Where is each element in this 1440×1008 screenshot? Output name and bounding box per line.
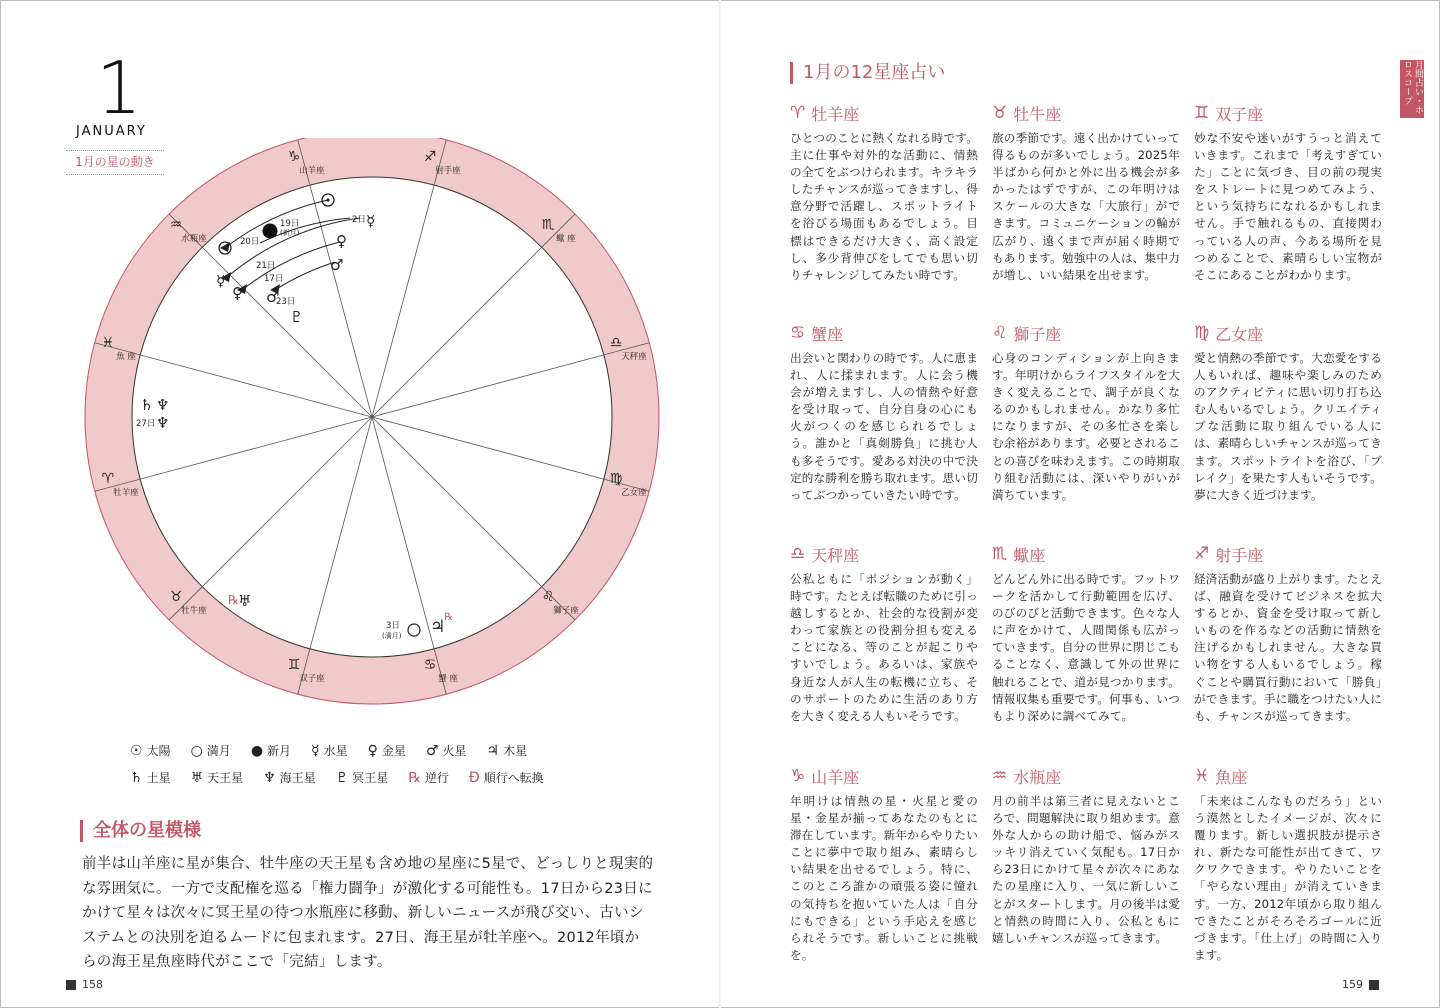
legend-label: 土星 — [146, 771, 171, 785]
legend-label: 天王星 — [207, 771, 244, 785]
new-moon-icon — [263, 224, 278, 239]
venus-icon: ♀ — [336, 232, 347, 250]
book-icon — [1369, 980, 1379, 990]
zodiac-label: 乙女座 — [621, 488, 647, 499]
page-number-right — [1342, 978, 1379, 991]
legend-item — [130, 769, 171, 786]
legend-label: 金星 — [381, 744, 406, 758]
horoscope-title: 1月の12星座占い — [790, 62, 945, 84]
zodiac-label: 蠍 座 — [556, 234, 576, 245]
sign-text: ひとつのことに熱くなれる時です。主に仕事や対外的な活動に、情熱の全てをぶつけられます。キラキラしたチャンスが巡ってきますし、得意分野で活躍し、スポットライトを浴びる場面もあるでしょう。目標はできるだけ大きく、高く設定し、多少背伸びをしてでも思い切りチャレンジしてみたい時です。 — [790, 131, 979, 282]
book-icon — [66, 980, 76, 990]
legend-symbol-icon: ♀ — [367, 742, 378, 759]
sign-text: 出会いと関わりの時です。人に恵まれ、人に揉まれます。人に会う機会が増えますし、人の情熱や好意を受け取って、自分自身の心にも火がつくのを感じられるでしょう。誰かと「真剣勝負」に挑む人も多そうです。愛ある対決の中で決定的な勝利を勝ち取れます。思い切ってぶつかっていきたい時です。 — [790, 351, 978, 502]
sign-glyph-icon: ♉ — [992, 103, 1008, 123]
sign-card — [790, 102, 978, 284]
legend-symbol-icon: ♄ — [130, 769, 143, 786]
uranus-icon: ♅ — [238, 592, 252, 610]
zodiac-glyph-icon: ♓ — [101, 334, 115, 351]
legend-label: 太陽 — [146, 744, 171, 758]
legend-label: 満月 — [206, 744, 231, 758]
sign-card — [1194, 765, 1382, 964]
sun-icon-dot — [223, 246, 226, 249]
sign-heading — [992, 322, 1180, 344]
page-number-left — [66, 978, 103, 991]
legend-item — [311, 742, 348, 759]
sign-glyph-icon: ♏ — [992, 544, 1008, 564]
zodiac-glyph-icon: ♑ — [287, 148, 301, 165]
label-2: 2日 — [352, 215, 366, 225]
legend-symbol-icon: ☿ — [311, 742, 320, 759]
sign-heading — [1194, 102, 1382, 124]
legend-label: 火星 — [442, 744, 467, 758]
legend-symbol-icon: ♅ — [190, 769, 204, 786]
neptune-icon: ♆ — [156, 414, 170, 432]
saturn-icon: ♄ — [140, 396, 154, 414]
zodiac-label: 牡羊座 — [113, 488, 139, 499]
zodiac-label: 水瓶座 — [181, 234, 207, 245]
zodiac-label: 魚 座 — [116, 351, 136, 362]
zodiac-glyph-icon: ♌ — [541, 588, 555, 605]
legend-item — [263, 769, 316, 786]
legend-item — [130, 742, 171, 759]
section-tab: 月間占い・ホロスコープ — [1400, 60, 1424, 118]
label-27: 27日 — [136, 419, 156, 429]
legend-item — [408, 769, 449, 786]
zodiac-glyph-icon: ♒ — [169, 217, 183, 234]
sign-card — [790, 322, 978, 504]
mars-icon: ♂ — [330, 256, 344, 274]
legend-item — [487, 742, 528, 759]
label-17: 17日 — [264, 274, 284, 284]
sign-glyph-icon: ♓ — [1194, 766, 1210, 786]
sign-text: 経済活動が盛り上がります。たとえば、融資を受けてビジネスを拡大するとか、資金を受け取って新しいものを作るなどの活動に情熱を注げるかもしれません。大きな買い物をする人もいるでしょう。稼ぐことや購買行動において「勝負」ができます。手に職をつけたい人にも、チャンスが巡ってきます。 — [1194, 572, 1382, 723]
sign-heading — [1194, 765, 1382, 787]
zodiac-glyph-icon: ♎ — [609, 334, 623, 351]
sign-glyph-icon: ♑ — [790, 766, 806, 786]
legend-item — [336, 769, 389, 786]
zodiac-label: 双子座 — [299, 674, 325, 685]
sign-name: 牡羊座 — [811, 104, 860, 124]
sign-name: 水瓶座 — [1013, 767, 1062, 787]
sign-glyph-icon: ♊ — [1194, 103, 1210, 123]
legend-label: 冥王星 — [352, 771, 389, 785]
zodiac-label: 蟹 座 — [438, 674, 458, 685]
zodiac-label: 天秤座 — [621, 351, 647, 362]
legend-label: 水星 — [323, 744, 348, 758]
sign-name: 蟹座 — [811, 324, 844, 344]
mercury-icon: ☿ — [216, 272, 226, 290]
sign-text: 心身のコンディションが上向きます。年明けからライフスタイルを大きく変えることで、調子が良くなるのかもしれません。かなり多忙になりますが、その多忙さを楽しむ余裕があります。必要とされることの喜びを味わえます。この時期取り組む活動には、深いやりがいが満ちています。 — [992, 351, 1180, 502]
legend-item — [251, 742, 291, 759]
zodiac-glyph-icon: ♉ — [169, 588, 183, 605]
sign-heading — [790, 765, 978, 787]
overall-text: 前半は山羊座に星が集合、牡牛座の天王星も含め地の星座に5星で、どっしりと現実的な雰囲気に。一方で支配権を巡る「権力闘争」が激化する可能性も。17日から23日にかけて星々は次々に冥王星の待つ水瓶座に移動、新しいニュースが飛び交い、古いシステムとの決別を迫るムードに包まれます。27日、海王星が牡羊座へ。2012年頃からの海王星魚座時代がここで「完結」します。 — [82, 856, 654, 970]
sign-name: 双子座 — [1215, 104, 1264, 124]
book-gutter — [719, 0, 721, 1008]
sign-name: 蠍座 — [1013, 545, 1046, 565]
legend-item — [469, 769, 544, 786]
month-name: JANUARY — [76, 124, 147, 139]
sign-glyph-icon: ♍ — [1194, 323, 1210, 343]
sign-card — [1194, 322, 1382, 504]
sign-name: 射手座 — [1215, 545, 1264, 565]
legend-symbol-icon: ♃ — [486, 742, 500, 759]
legend-row-1 — [130, 742, 600, 759]
legend-symbol-icon: ☉ — [130, 742, 143, 759]
zodiac-label: 牡牛座 — [181, 605, 207, 616]
venus-icon: ♀ — [232, 284, 243, 302]
full-moon-icon — [408, 624, 420, 636]
mars-icon: ♂ — [266, 288, 280, 306]
zodiac-glyph-icon: ♏ — [541, 217, 555, 234]
legend-label: 海王星 — [279, 771, 316, 785]
label-21: 21日 — [256, 261, 276, 271]
page-number-right-text: 159 — [1342, 978, 1363, 991]
sign-card — [1194, 543, 1382, 725]
sign-text: どんどん外に出る時です。フットワークを活かして行動範囲を広げ、のびのびと活動できます。色々な人に声をかけて、人間関係も広がっていきます。自分の世界に閉じこもることなく、意識して外の世界に触れることで、道が見つかります。情報収集も重要です。何事も、いつもより深めに調べてみて。 — [992, 572, 1180, 723]
legend-item — [368, 742, 406, 759]
sign-glyph-icon: ♈ — [790, 103, 806, 123]
legend-symbol-icon: ℞ — [408, 769, 421, 786]
legend-item — [191, 742, 231, 759]
horoscope-chart — [60, 138, 660, 718]
legend-label: 順行へ転換 — [483, 771, 544, 785]
sign-text: 愛と情熱の季節です。大恋愛をする人もいれば、趣味や楽しみのためのアクティビティに思い切り打ち込む人もいるでしょう。クリエイティブな活動に取り組んでいる人には、素晴らしいチャンスが巡ってきます。スポットライトを浴び、「ブレイク」を果たす人もいそうです。夢に大きく近づけます。 — [1194, 351, 1383, 502]
zodiac-label: 山羊座 — [299, 165, 325, 176]
sign-card — [992, 543, 1180, 725]
retrograde-icon: ℞ — [228, 593, 239, 607]
sign-card — [992, 765, 1180, 947]
sun-icon-dot — [326, 198, 329, 201]
label-new-moon: (新月) — [280, 229, 300, 237]
label-3: 3日 — [386, 621, 400, 631]
sign-name: 獅子座 — [1013, 324, 1062, 344]
sign-name: 乙女座 — [1215, 324, 1264, 344]
sign-text: 「未来はこんなものだろう」という漠然としたイメージが、次々に覆ります。新しい選択肢が提示され、新たな可能性が出てきて、ワクワクできます。やりたいことを「やらない理由」が消えていきます。一方、2012年頃から取り組んできたことがそろそろゴールに近づきます。「仕上げ」の時間に入ります。 — [1194, 794, 1382, 962]
sign-heading — [1194, 543, 1382, 565]
legend-symbol-icon: ♇ — [335, 769, 349, 786]
sign-text: 妙な不安や迷いがすうっと消えていきます。これまで「考えすぎていた」ことに気づき、目の前の現実をストレートに見つめてみよう、という気持ちになれるかもしれません。手で触れるもの、直接関わっている人の声、今ある場所を見つめることで、素晴らしい宝物がそこにあることがわかります。 — [1194, 131, 1382, 282]
zodiac-glyph-icon: ♊ — [287, 657, 301, 674]
neptune-icon: ♆ — [156, 396, 170, 414]
zodiac-glyph-icon: ♋ — [423, 657, 437, 674]
month-number: 1 — [96, 46, 142, 130]
sign-heading — [992, 543, 1180, 565]
sign-card — [790, 543, 978, 725]
zodiac-label: 獅子座 — [553, 605, 579, 616]
legend-label: 新月 — [267, 744, 292, 758]
label-23: 23日 — [276, 297, 296, 307]
sign-card — [1194, 102, 1382, 284]
sign-text: 年明けは情熱の星・火星と愛の星・金星が揃ってあなたのもとに滞在しています。新年からやりたいことに夢中で取り組み、素晴らしい結果を出せるでしょう。特に、このところ誰かの頑張る姿に憧れの気持ちを抱いていた人は「自分にもできる」という手応えを感じられそうです。新しいことに挑戦を。 — [790, 794, 978, 962]
legend-item — [191, 769, 244, 786]
sign-card — [992, 102, 1180, 284]
sign-name: 牡牛座 — [1013, 104, 1062, 124]
label-20: 20日 — [240, 237, 260, 247]
sign-name: 山羊座 — [811, 767, 860, 787]
sign-glyph-icon: ♎ — [790, 544, 806, 564]
sign-glyph-icon: ♌ — [992, 323, 1008, 343]
legend-symbol-icon: ● — [250, 742, 264, 759]
legend-symbol-icon: ○ — [190, 742, 203, 759]
sign-glyph-icon: ♒ — [992, 766, 1008, 786]
sign-text: 月の前半は第三者に見えないところで、問題解決に取り組めます。意外な人からの助け船で、悩みがスッキリ消えていく気配も。17日から23日にかけて星々が次々にあなたの星座に入り、一気に新しいことがスタートします。月の後半は愛と情熱の時間に入り、公私ともに嬉しいチャンスが巡ってきます。 — [992, 794, 1180, 945]
mercury-icon: ☿ — [366, 212, 376, 230]
zodiac-glyph-icon: ♍ — [609, 471, 623, 488]
zodiac-label: 射手座 — [435, 165, 461, 176]
sign-heading — [992, 102, 1180, 124]
legend-label: 逆行 — [424, 771, 449, 785]
page-number-left-text: 158 — [82, 978, 103, 991]
sign-name: 天秤座 — [811, 545, 860, 565]
legend-symbol-icon: ♆ — [263, 769, 276, 786]
legend-label: 木星 — [503, 744, 528, 758]
chart-legend — [130, 742, 600, 796]
label-full-moon: (満月) — [382, 632, 402, 640]
jupiter-icon: ♃ — [430, 617, 446, 637]
sign-text: 公私ともに「ポジションが動く」時です。たとえば転職のために引っ越しするとか、社会的な役割が変わって家族との役割分担も変えることになる、等のことが起こりやすいでしょう。あるいは、家族や身近な人が人生の転機に立ち、そのサポートのために生活のあり方を大きく変える人もいそうです。 — [790, 572, 978, 723]
sign-heading — [992, 765, 1180, 787]
retrograde-icon: ℞ — [444, 612, 453, 623]
legend-symbol-icon: Ð — [468, 769, 480, 786]
legend-row-2 — [130, 769, 600, 786]
sign-text: 旅の季節です。遠く出かけていって得るものが多いでしょう。2025年半ばから何かと外に出る機会が多かったはずですが、この年明けはスケールの大きな「大旅行」ができます。コミュニケーションの輪が広がり、遠くまで声が届く時期でもあります。勉強中の人は、集中力が増し、いい結果を出せます。 — [992, 131, 1180, 282]
zodiac-glyph-icon: ♈ — [101, 471, 115, 488]
sign-heading — [1194, 322, 1382, 344]
zodiac-glyph-icon: ♐ — [423, 148, 437, 165]
label-19: 19日 — [280, 219, 300, 229]
overall-title: 全体の星模様 — [80, 820, 201, 842]
sign-glyph-icon: ♐ — [1194, 544, 1210, 564]
legend-item — [426, 742, 467, 759]
sign-heading — [790, 322, 978, 344]
sign-glyph-icon: ♋ — [790, 323, 806, 343]
sign-card — [992, 322, 1180, 504]
month-subtitle: 1月の星の動き — [66, 150, 164, 175]
sign-card — [790, 765, 978, 964]
pluto-icon: ♇ — [290, 308, 304, 326]
sign-heading — [790, 102, 978, 124]
sign-name: 魚座 — [1215, 767, 1248, 787]
sign-heading — [790, 543, 978, 565]
legend-symbol-icon: ♂ — [425, 742, 439, 759]
